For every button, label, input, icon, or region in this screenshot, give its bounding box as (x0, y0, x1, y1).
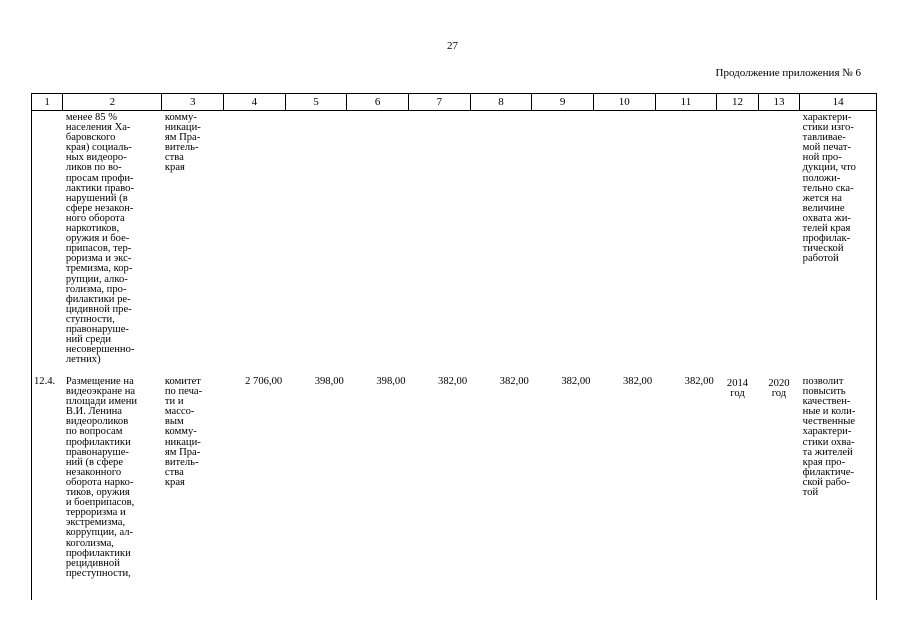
executor-line: ства (164, 152, 184, 164)
expected-result-line: повысить (802, 386, 846, 398)
expected-result-line: мой печат- (802, 142, 851, 154)
funding-c10 (593, 111, 655, 376)
measure-description-line: преступности, (65, 567, 131, 579)
start-year (717, 111, 758, 376)
column-header-14: 14 (800, 94, 877, 111)
column-header-12: 12 (717, 94, 758, 111)
end-year-line: год (771, 388, 787, 400)
expected-result-line: качествен- (802, 396, 851, 408)
measure-description-line: ний (в сфере (65, 456, 124, 468)
executor-line: никаци- (164, 436, 201, 448)
funding-c10: 382,00 (622, 376, 653, 387)
executor-line: ти и (164, 396, 184, 408)
executor-line: по печа- (164, 386, 203, 398)
executor (162, 375, 224, 600)
funding-c4: 2 706,00 (245, 376, 283, 387)
measure-description-line: наркотиков, (65, 223, 120, 235)
measure-description-line: ных видеоро- (65, 152, 127, 164)
measure-description (63, 375, 162, 600)
measure-description-line: края) социаль- (65, 142, 132, 154)
table-row (32, 375, 877, 600)
expected-result-line: филактиче- (802, 466, 855, 478)
expected-result-line: ной про- (802, 152, 842, 164)
measure-description-line: правонаруше- (65, 323, 129, 335)
column-header-5: 5 (285, 94, 347, 111)
expected-result-line: та жителей (802, 446, 853, 458)
start-year-line: год (730, 388, 745, 400)
column-header-1: 1 (32, 94, 63, 111)
measure-description-line: голизма, про- (65, 283, 127, 295)
column-header-7: 7 (409, 94, 471, 111)
expected-result-line: профилак- (802, 233, 851, 245)
column-header-6: 6 (347, 94, 409, 111)
expected-result-line: дукции, что (802, 162, 856, 174)
expected-result-line: охвата жи- (802, 212, 851, 224)
column-header-13: 13 (758, 94, 799, 111)
measure-description-line: и боеприпасов, (65, 497, 135, 509)
measure-description-line: летних) (65, 354, 101, 366)
measure-description-line: нарушений (в (65, 192, 128, 204)
executor-line: ям Пра- (164, 132, 201, 144)
end-year (758, 111, 799, 376)
page-number: 27 (447, 40, 458, 52)
funding-c9 (532, 111, 594, 376)
appendix-note: Продолжение приложения № 6 (715, 67, 861, 79)
executor-line: края (164, 476, 185, 488)
column-header-3: 3 (162, 94, 224, 111)
executor (162, 111, 224, 376)
table-row (32, 111, 877, 376)
measure-description-line: тремизма, кор- (65, 263, 133, 275)
executor-line: комму- (164, 426, 197, 438)
measure-description-line: рупции, алко- (65, 273, 128, 285)
measure-description-line: незаконного (65, 466, 122, 478)
measure-description-line: экстремизма, (65, 517, 126, 529)
expected-result-line: положи- (802, 172, 841, 184)
funding-c11: 382,00 (684, 376, 714, 387)
expected-result-line: чественные (802, 416, 856, 428)
measure-description-line: филактики ре- (65, 293, 131, 305)
expected-result-line: стики охва- (802, 436, 855, 448)
measure-description-line: коголизма, (65, 537, 114, 549)
executor-line: края (164, 162, 185, 174)
funding-c6 (347, 111, 409, 376)
expected-result-line: тавливае- (802, 132, 846, 144)
measure-description (63, 111, 162, 376)
funding-c4 (224, 111, 286, 376)
executor-line: комму- (164, 112, 197, 123)
executor-line: витель- (164, 456, 199, 468)
measures-table (31, 93, 877, 600)
measure-description-line: В.И. Ленина (65, 406, 123, 418)
measure-description-line: менее 85 % (65, 112, 118, 123)
expected-result-line: края про- (802, 456, 846, 468)
end-year (758, 375, 799, 600)
funding-c6: 398,00 (376, 376, 406, 387)
expected-result-line: телей края (802, 223, 851, 235)
funding-c5 (285, 111, 347, 376)
executor-line: вым (164, 416, 184, 428)
funding-c7 (409, 111, 471, 376)
row-index (32, 111, 63, 376)
measure-description-line: ний среди (65, 334, 112, 346)
column-header-10: 10 (593, 94, 655, 111)
measure-description-line: несовершенно- (65, 344, 135, 356)
expected-result-line: ской рабо- (802, 476, 850, 488)
start-year (717, 375, 758, 600)
measure-description-line: оборота нарко- (65, 476, 134, 488)
column-number-header (32, 94, 877, 111)
measure-description-line: площади имени (65, 396, 138, 408)
measure-description-line: роризма и экс- (65, 253, 132, 265)
executor-line: ства (164, 466, 184, 478)
measure-description-line: ступности, (65, 313, 115, 325)
funding-c9: 382,00 (561, 376, 591, 387)
measure-description-line: просам профи- (65, 172, 134, 184)
expected-result-line: величине (802, 202, 845, 214)
measure-description-line: лактики право- (65, 182, 135, 194)
row-index: 12.4. (32, 375, 63, 600)
measure-description-line: рецидивной (65, 557, 120, 569)
measure-description-line: Размещение на (65, 376, 134, 387)
measure-description-line: терроризма и (65, 507, 126, 519)
expected-result-line: жется на (802, 192, 842, 204)
start-year-line: 2014 (726, 378, 749, 389)
expected-result-line: позволит (802, 376, 844, 387)
expected-result (800, 375, 877, 600)
measure-description-line: профилактики (65, 547, 131, 559)
measure-description-line: ного оборота (65, 212, 125, 224)
measure-description-line: ликов по во- (65, 162, 122, 174)
expected-result-line: работой (802, 253, 839, 265)
funding-c5: 398,00 (314, 376, 344, 387)
expected-result-line: тельно ска- (802, 182, 854, 194)
measure-description-line: по вопросам (65, 426, 123, 438)
executor-line: никаци- (164, 122, 201, 134)
expected-result (800, 111, 877, 376)
measure-description-line: цидивной пре- (65, 303, 132, 315)
measure-description-line: оружия и бое- (65, 233, 130, 245)
expected-result-line: той (802, 487, 819, 499)
column-header-2: 2 (63, 94, 162, 111)
executor-line: комитет (164, 376, 201, 387)
funding-c11 (655, 111, 717, 376)
executor-line: витель- (164, 142, 199, 154)
measure-description-line: правонаруше- (65, 446, 129, 458)
measure-description-line: припасов, тер- (65, 243, 132, 255)
measure-description-line: профилактики (65, 436, 131, 448)
funding-c7: 382,00 (438, 376, 468, 387)
measure-description-line: коррупции, ал- (65, 527, 134, 539)
measure-description-line: баровского (65, 132, 116, 144)
expected-result-line: характери- (802, 426, 852, 438)
expected-result-line: стики изго- (802, 122, 854, 134)
column-header-9: 9 (532, 94, 594, 111)
funding-c8: 382,00 (499, 376, 529, 387)
column-header-8: 8 (470, 94, 532, 111)
funding-c8 (470, 111, 532, 376)
expected-result-line: ные и коли- (802, 406, 856, 418)
expected-result-line: тической (802, 243, 844, 255)
end-year-line: 2020 (768, 378, 790, 389)
column-header-11: 11 (655, 94, 717, 111)
measure-description-line: тиков, оружия (65, 487, 130, 499)
measure-description-line: населения Ха- (65, 122, 131, 134)
measure-description-line: сфере незакон- (65, 202, 134, 214)
measure-description-line: видеоэкране на (65, 386, 136, 398)
executor-line: ям Пра- (164, 446, 201, 458)
program-table (31, 93, 877, 600)
measure-description-line: видеороликов (65, 416, 129, 428)
column-header-4: 4 (224, 94, 286, 111)
expected-result-line: характери- (802, 112, 852, 123)
executor-line: массо- (164, 406, 195, 418)
